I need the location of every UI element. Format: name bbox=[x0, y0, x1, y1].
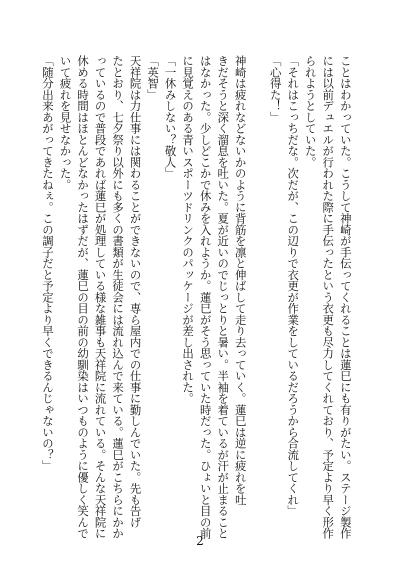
text-line: 「随分出来あがってきたねぇ。この調子だと予定より早くできるんじゃないの？」 bbox=[41, 55, 55, 472]
text-line: 神崎は疲れなどないかのように背筋を凛と伸ばして走り去っていく。蓮巳は逆に疲れを吐 bbox=[233, 55, 248, 505]
page-number: 2 bbox=[196, 534, 204, 548]
text-line: 休める時間はほとんどなかったはずだが、蓮巳の目の前の幼馴染はいつものように優しく笑んで bbox=[76, 55, 91, 539]
text-line: られようとしていた。 bbox=[303, 55, 318, 168]
text-line: いて疲れを見せなかった。 bbox=[58, 55, 73, 190]
text-line: ことはわかっていた。こうして神崎が手伝ってくれることは蓮巳にも有りがたい。ステージ製作 bbox=[338, 55, 353, 539]
text-line: きだそうと深く溜息を吐いた。夏が近いのでじっとりと暑い。半袖を着ているが汗が止まること bbox=[216, 55, 231, 539]
text-line: 天祥院は力仕事には関わることができないので、専ら屋内での仕事に勤しんでいた。先も告げ bbox=[128, 55, 143, 528]
text-line: たとおり、七夕祭り以外にも多くの書類が生徒会には流れ込んで来ている。蓮巳がこちらにかか bbox=[111, 55, 126, 539]
text-line: はなかった。少しどこかで休みを入れようか。蓮巳がそう思っていた時だった。ひょいと目の前 bbox=[198, 55, 213, 539]
vertical-text-block bbox=[41, 55, 353, 539]
text-line: 「それはこっちだな。次だが、この辺りで衣更が作業をしているだろうから合流してくれ」 bbox=[286, 55, 301, 517]
text-line: 「心得た！」 bbox=[268, 55, 283, 123]
text-line: には以前デュエルが行われた際に手伝ったという衣更も尽力してくれており、予定より早く形作 bbox=[321, 55, 336, 539]
text-line: に見覚えのある青いスポーツドリンクのパッケージが差し出された。 bbox=[181, 55, 196, 404]
text-line: 「英智」 bbox=[146, 55, 161, 100]
text-line: 「一休みしない？敬人」 bbox=[163, 55, 178, 179]
text-line: っているので普段であれば蓮巳が処理している様な雑事も天祥院に流れている。そんな天祥院に bbox=[93, 55, 108, 539]
